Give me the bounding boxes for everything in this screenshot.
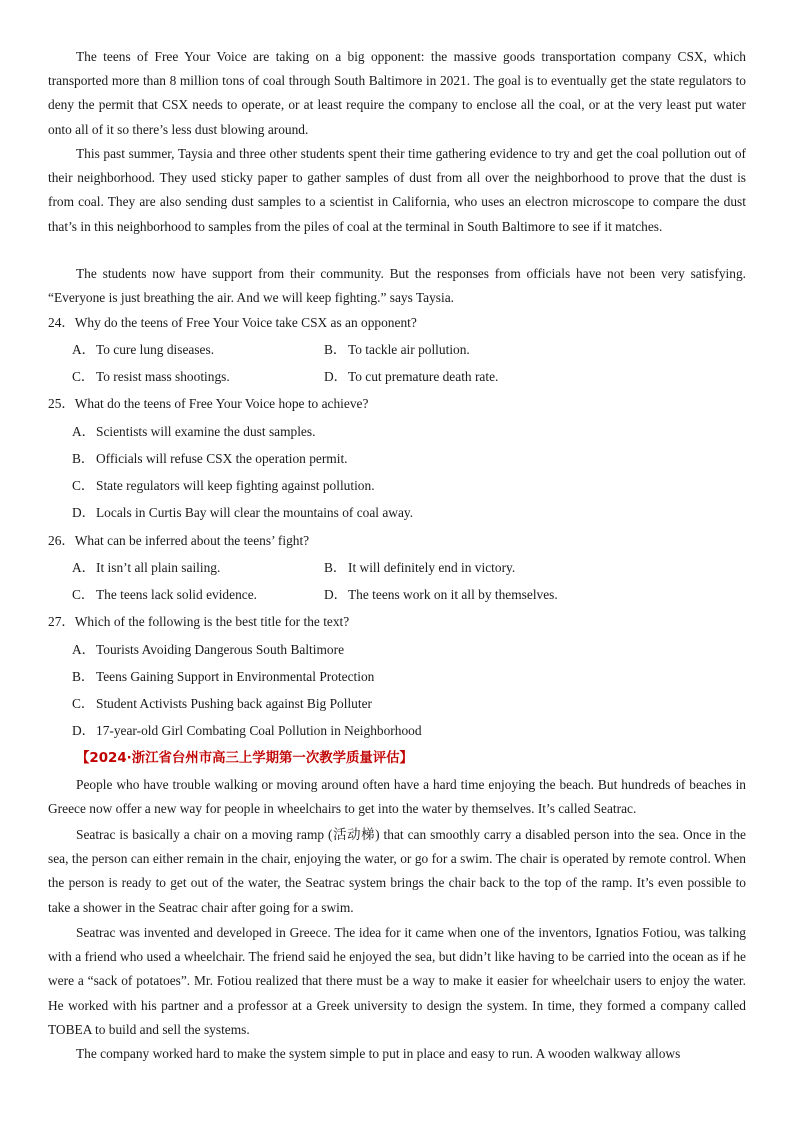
question-24-option-b: B． To tackle air pollution. xyxy=(324,342,470,357)
question-26-option-c: C． The teens lack solid evidence. xyxy=(72,587,257,602)
question-25-option-a: A．Scientists will examine the dust samples. xyxy=(72,424,316,439)
question-26-option-b: B． It will definitely end in victory. xyxy=(324,560,516,575)
question-26-stem: 26．What can be inferred about the teens’ fight? xyxy=(48,533,310,548)
question-27-option-d: D．17-year-old Girl Combating Coal Pollution in Neighborhood xyxy=(72,723,422,738)
passage2-paragraph-4: The company worked hard to make the system simple to put in place and easy to run. A wooden walkway allows xyxy=(76,1046,681,1061)
passage2-paragraph-1: People who have trouble walking or moving around often have a hard time enjoying the beach. But hundreds of beaches in Greece now offer a new way for people in wheelchairs to get into the water by themselves. It’s called Seatrac. xyxy=(48,777,746,817)
passage2-paragraph-2: Seatrac is basically a chair on a moving ramp (活动梯) that can smoothly carry a disabled person into the sea. Once in the sea, the person can either remain in the chair, enjoying the water, or go for a swim. The chair is operated by remote control. When the person is ready to get out of the water, the Seatrac system brings the chair back to the top of the ramp. It’s even possible to take a shower in the Seatrac chair after going for a swim. xyxy=(48,827,746,915)
passage2-paragraph-3: Seatrac was invented and developed in Greece. The idea for it came when one of the inventors, Ignatios Fotiou, was talking with a friend who used a wheelchair. The friend said he enjoyed the sea, but didn’t like having to be carried into the ocean as if he were a “sack of potatoes”. Mr. Fotiou realized that there must be a way to make it easier for wheelchair users to enjoy the water. He worked with his partner and a professor at a Greek university to design the system. In time, they formed a company called TOBEA to build and sell the systems. xyxy=(48,925,746,1037)
question-25-option-d: D．Locals in Curtis Bay will clear the mountains of coal away. xyxy=(72,505,414,520)
question-27-option-a: A．Tourists Avoiding Dangerous South Baltimore xyxy=(72,642,345,657)
passage1-paragraph-3: The students now have support from their community. But the responses from officials have not been very satisfying. “Everyone is just breathing the air. And we will keep fighting.” says Taysia. xyxy=(48,266,746,306)
passage1-paragraph-1: The teens of Free Your Voice are taking on a big opponent: the massive goods transportation company CSX, which transported more than 8 million tons of coal through South Baltimore in 2021. The goal is to eventually get the state regulators to deny the permit that CSX needs to operate, or at least require the company to enclose all the coal, or at the very least put water onto all of it so there’s less dust blowing around. xyxy=(48,49,746,137)
question-25-option-c: C． State regulators will keep fighting against pollution. xyxy=(72,478,375,493)
question-27-option-c: C． Student Activists Pushing back against Big Polluter xyxy=(72,696,372,711)
question-27-option-b: B． Teens Gaining Support in Environmental Protection xyxy=(72,669,375,684)
question-26-option-a: A．It isn’t all plain sailing. xyxy=(72,560,221,575)
passage1-paragraph-2: This past summer, Taysia and three other students spent their time gathering evidence to try and get the coal pollution out of their neighborhood. They used sticky paper to gather samples of dust from all over the neighborhood to prove that the dust is from coal. They are also sending dust samples to a scientist in California, who uses an electron microscope to compare the dust that’s in this neighborhood to samples from the piles of coal at the terminal in South Baltimore to see if it matches. xyxy=(48,146,746,234)
source-label: 【2024·浙江省台州市高三上学期第一次教学质量评估】 xyxy=(76,751,413,766)
question-24-option-d: D．To cut premature death rate. xyxy=(324,369,499,384)
question-27-stem: 27．Which of the following is the best title for the text? xyxy=(48,614,350,629)
question-24-option-c: C． To resist mass shootings. xyxy=(72,369,230,384)
question-25-option-b: B． Officials will refuse CSX the operation permit. xyxy=(72,451,348,466)
question-24-stem: 24．Why do the teens of Free Your Voice take CSX as an opponent? xyxy=(48,315,417,330)
question-25-stem: 25．What do the teens of Free Your Voice hope to achieve? xyxy=(48,396,369,411)
question-26-option-d: D．The teens work on it all by themselves. xyxy=(324,587,558,602)
question-24-option-a: A．To cure lung diseases. xyxy=(72,342,215,357)
